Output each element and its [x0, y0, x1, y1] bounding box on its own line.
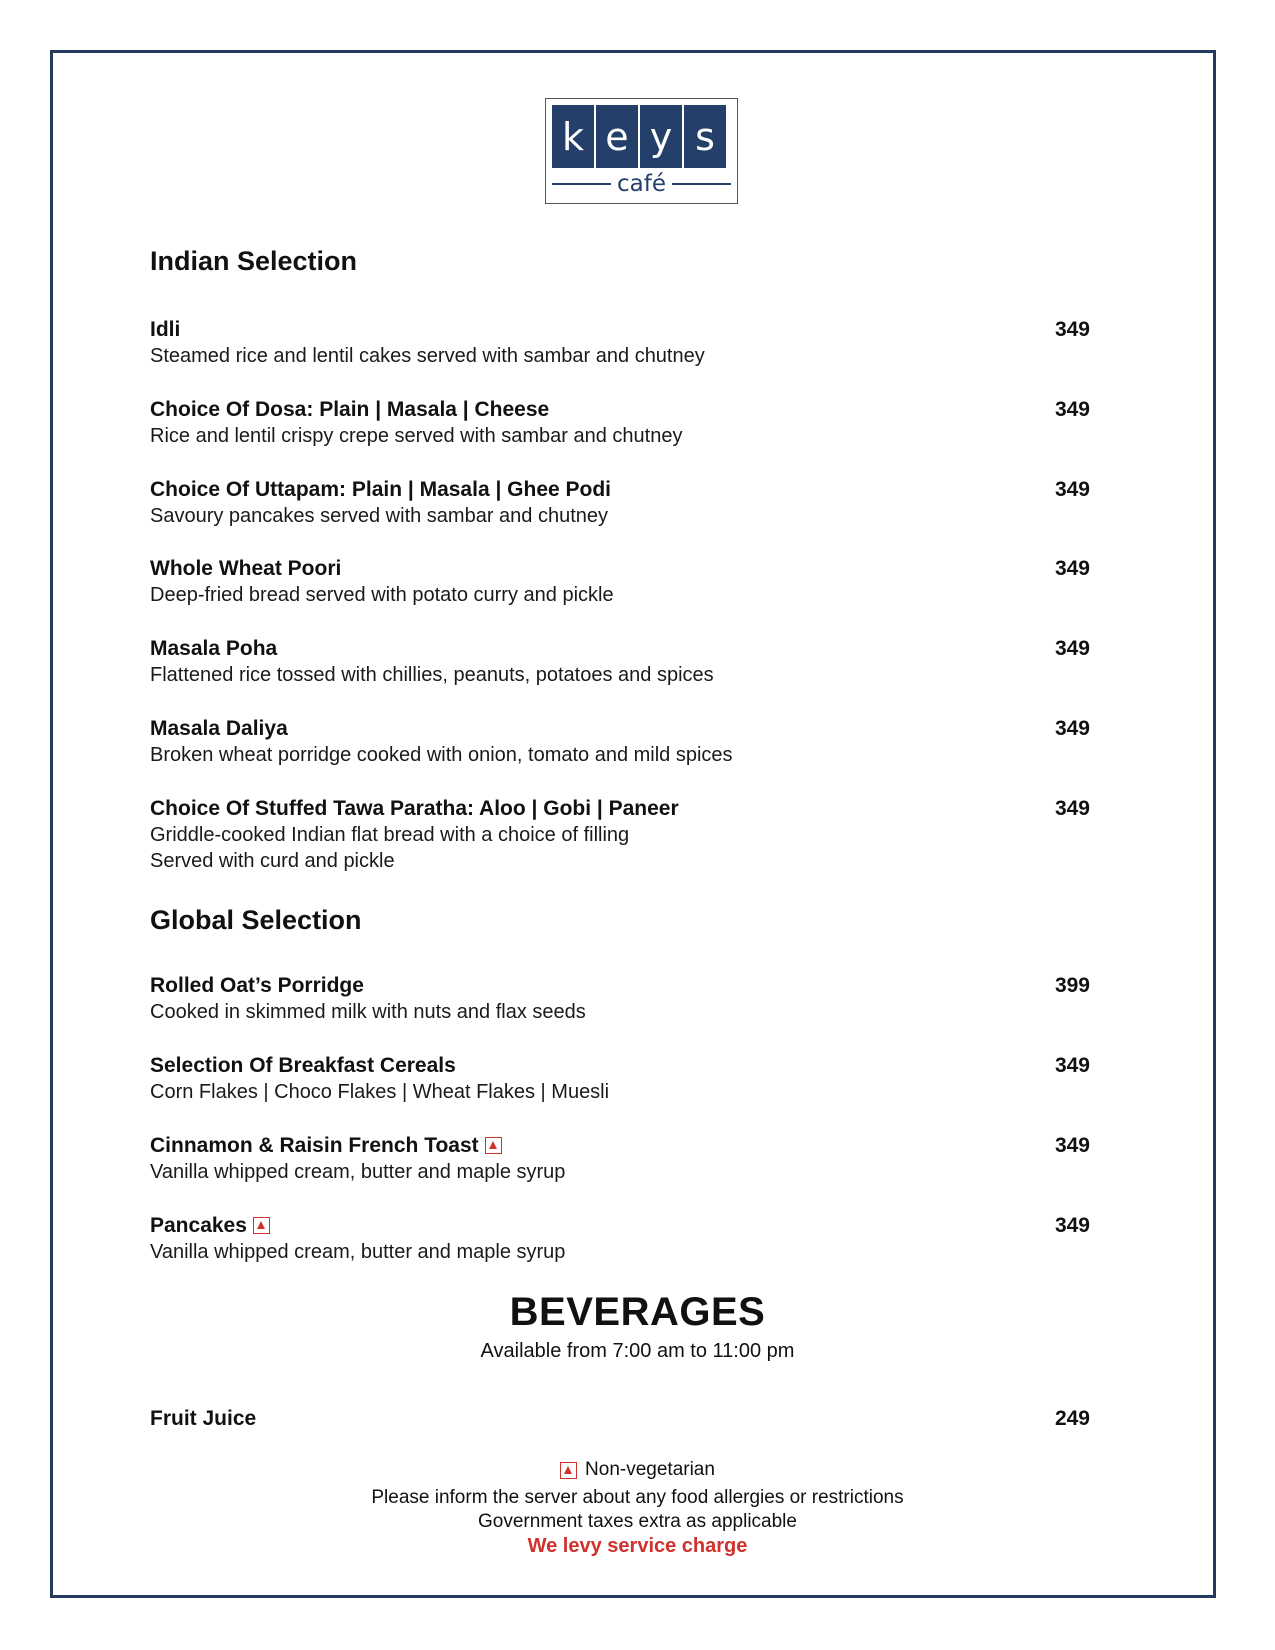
non-veg-icon — [253, 1217, 270, 1234]
menu-item — [150, 476, 1090, 529]
item-price: 349 — [1054, 797, 1090, 820]
section-title-global: Global Selection — [150, 905, 362, 935]
item-price: 349 — [1054, 318, 1090, 341]
menu-item — [150, 555, 1090, 608]
item-name: Choice Of Uttapam: Plain | Masala | Ghee Podi — [150, 478, 612, 501]
item-description: Deep-fried bread served with potato curry and pickle — [150, 584, 614, 606]
item-price: 349 — [1054, 637, 1090, 660]
item-description: Vanilla whipped cream, butter and maple syrup — [150, 1241, 566, 1263]
item-name: Masala Daliya — [150, 717, 288, 740]
logo-letter: s — [684, 105, 726, 168]
beverages-title: BEVERAGES — [509, 1290, 766, 1334]
item-description: Vanilla whipped cream, butter and maple syrup — [150, 1161, 566, 1183]
item-name: Fruit Juice — [150, 1407, 257, 1430]
tax-note: Government taxes extra as applicable — [478, 1510, 797, 1532]
item-name-row — [150, 1212, 1090, 1239]
menu-item — [150, 715, 1090, 768]
item-price: 349 — [1054, 398, 1090, 421]
item-price: 349 — [1054, 1054, 1090, 1077]
keys-cafe-logo — [545, 98, 738, 204]
menu-item — [150, 1132, 1090, 1185]
legend-label: Non-vegetarian — [585, 1459, 715, 1480]
menu-item — [150, 795, 1090, 874]
item-price: 349 — [1054, 557, 1090, 580]
item-name: Pancakes — [150, 1214, 247, 1237]
logo-subtitle-row — [552, 171, 731, 197]
item-description: Griddle-cooked Indian flat bread with a choice of filling — [150, 824, 630, 846]
item-description: Served with curd and pickle — [150, 850, 395, 872]
item-price: 349 — [1054, 1214, 1090, 1237]
item-name: Idli — [150, 318, 181, 341]
item-description: Steamed rice and lentil cakes served with sambar and chutney — [150, 345, 705, 367]
menu-item — [150, 316, 1090, 369]
item-name: Choice Of Dosa: Plain | Masala | Cheese — [150, 398, 550, 421]
logo-subtitle: café — [617, 170, 666, 197]
menu-item — [150, 1405, 1090, 1432]
item-name: Cinnamon & Raisin French Toast — [150, 1134, 479, 1157]
item-name: Whole Wheat Poori — [150, 557, 342, 580]
menu-item — [150, 635, 1090, 688]
allergy-note: Please inform the server about any food allergies or restrictions — [371, 1486, 904, 1508]
logo-rule — [552, 183, 611, 185]
logo-letter: y — [640, 105, 682, 168]
beverages-hours: Available from 7:00 am to 11:00 pm — [480, 1340, 795, 1362]
footer-notes — [0, 1458, 1275, 1558]
item-name: Choice Of Stuffed Tawa Paratha: Aloo | Gobi | Paneer — [150, 797, 679, 820]
non-veg-icon — [560, 1462, 577, 1479]
item-price: 349 — [1054, 1134, 1090, 1157]
menu-item — [150, 1212, 1090, 1265]
logo-letters — [552, 105, 726, 168]
non-veg-icon — [485, 1137, 502, 1154]
logo-letter: k — [552, 105, 594, 168]
item-description: Cooked in skimmed milk with nuts and flax seeds — [150, 1001, 586, 1023]
service-charge-note: We levy service charge — [527, 1534, 748, 1557]
logo-letter: e — [596, 105, 638, 168]
non-veg-legend — [560, 1458, 715, 1482]
menu-item — [150, 972, 1090, 1025]
item-name: Selection Of Breakfast Cereals — [150, 1054, 456, 1077]
item-name: Masala Poha — [150, 637, 278, 660]
item-description: Corn Flakes | Choco Flakes | Wheat Flakes | Muesli — [150, 1081, 610, 1103]
section-title-indian: Indian Selection — [150, 246, 358, 276]
item-price: 399 — [1054, 974, 1090, 997]
item-description: Flattened rice tossed with chillies, peanuts, potatoes and spices — [150, 664, 714, 686]
menu-item — [150, 396, 1090, 449]
logo-rule — [672, 183, 731, 185]
item-description: Broken wheat porridge cooked with onion, tomato and mild spices — [150, 744, 733, 766]
item-price: 349 — [1054, 717, 1090, 740]
item-price: 349 — [1054, 478, 1090, 501]
item-description: Rice and lentil crispy crepe served with sambar and chutney — [150, 425, 683, 447]
item-price: 249 — [1054, 1407, 1090, 1430]
item-description: Savoury pancakes served with sambar and chutney — [150, 505, 609, 527]
item-name: Rolled Oat’s Porridge — [150, 974, 364, 997]
item-name-row — [150, 1132, 1090, 1159]
menu-item — [150, 1052, 1090, 1105]
